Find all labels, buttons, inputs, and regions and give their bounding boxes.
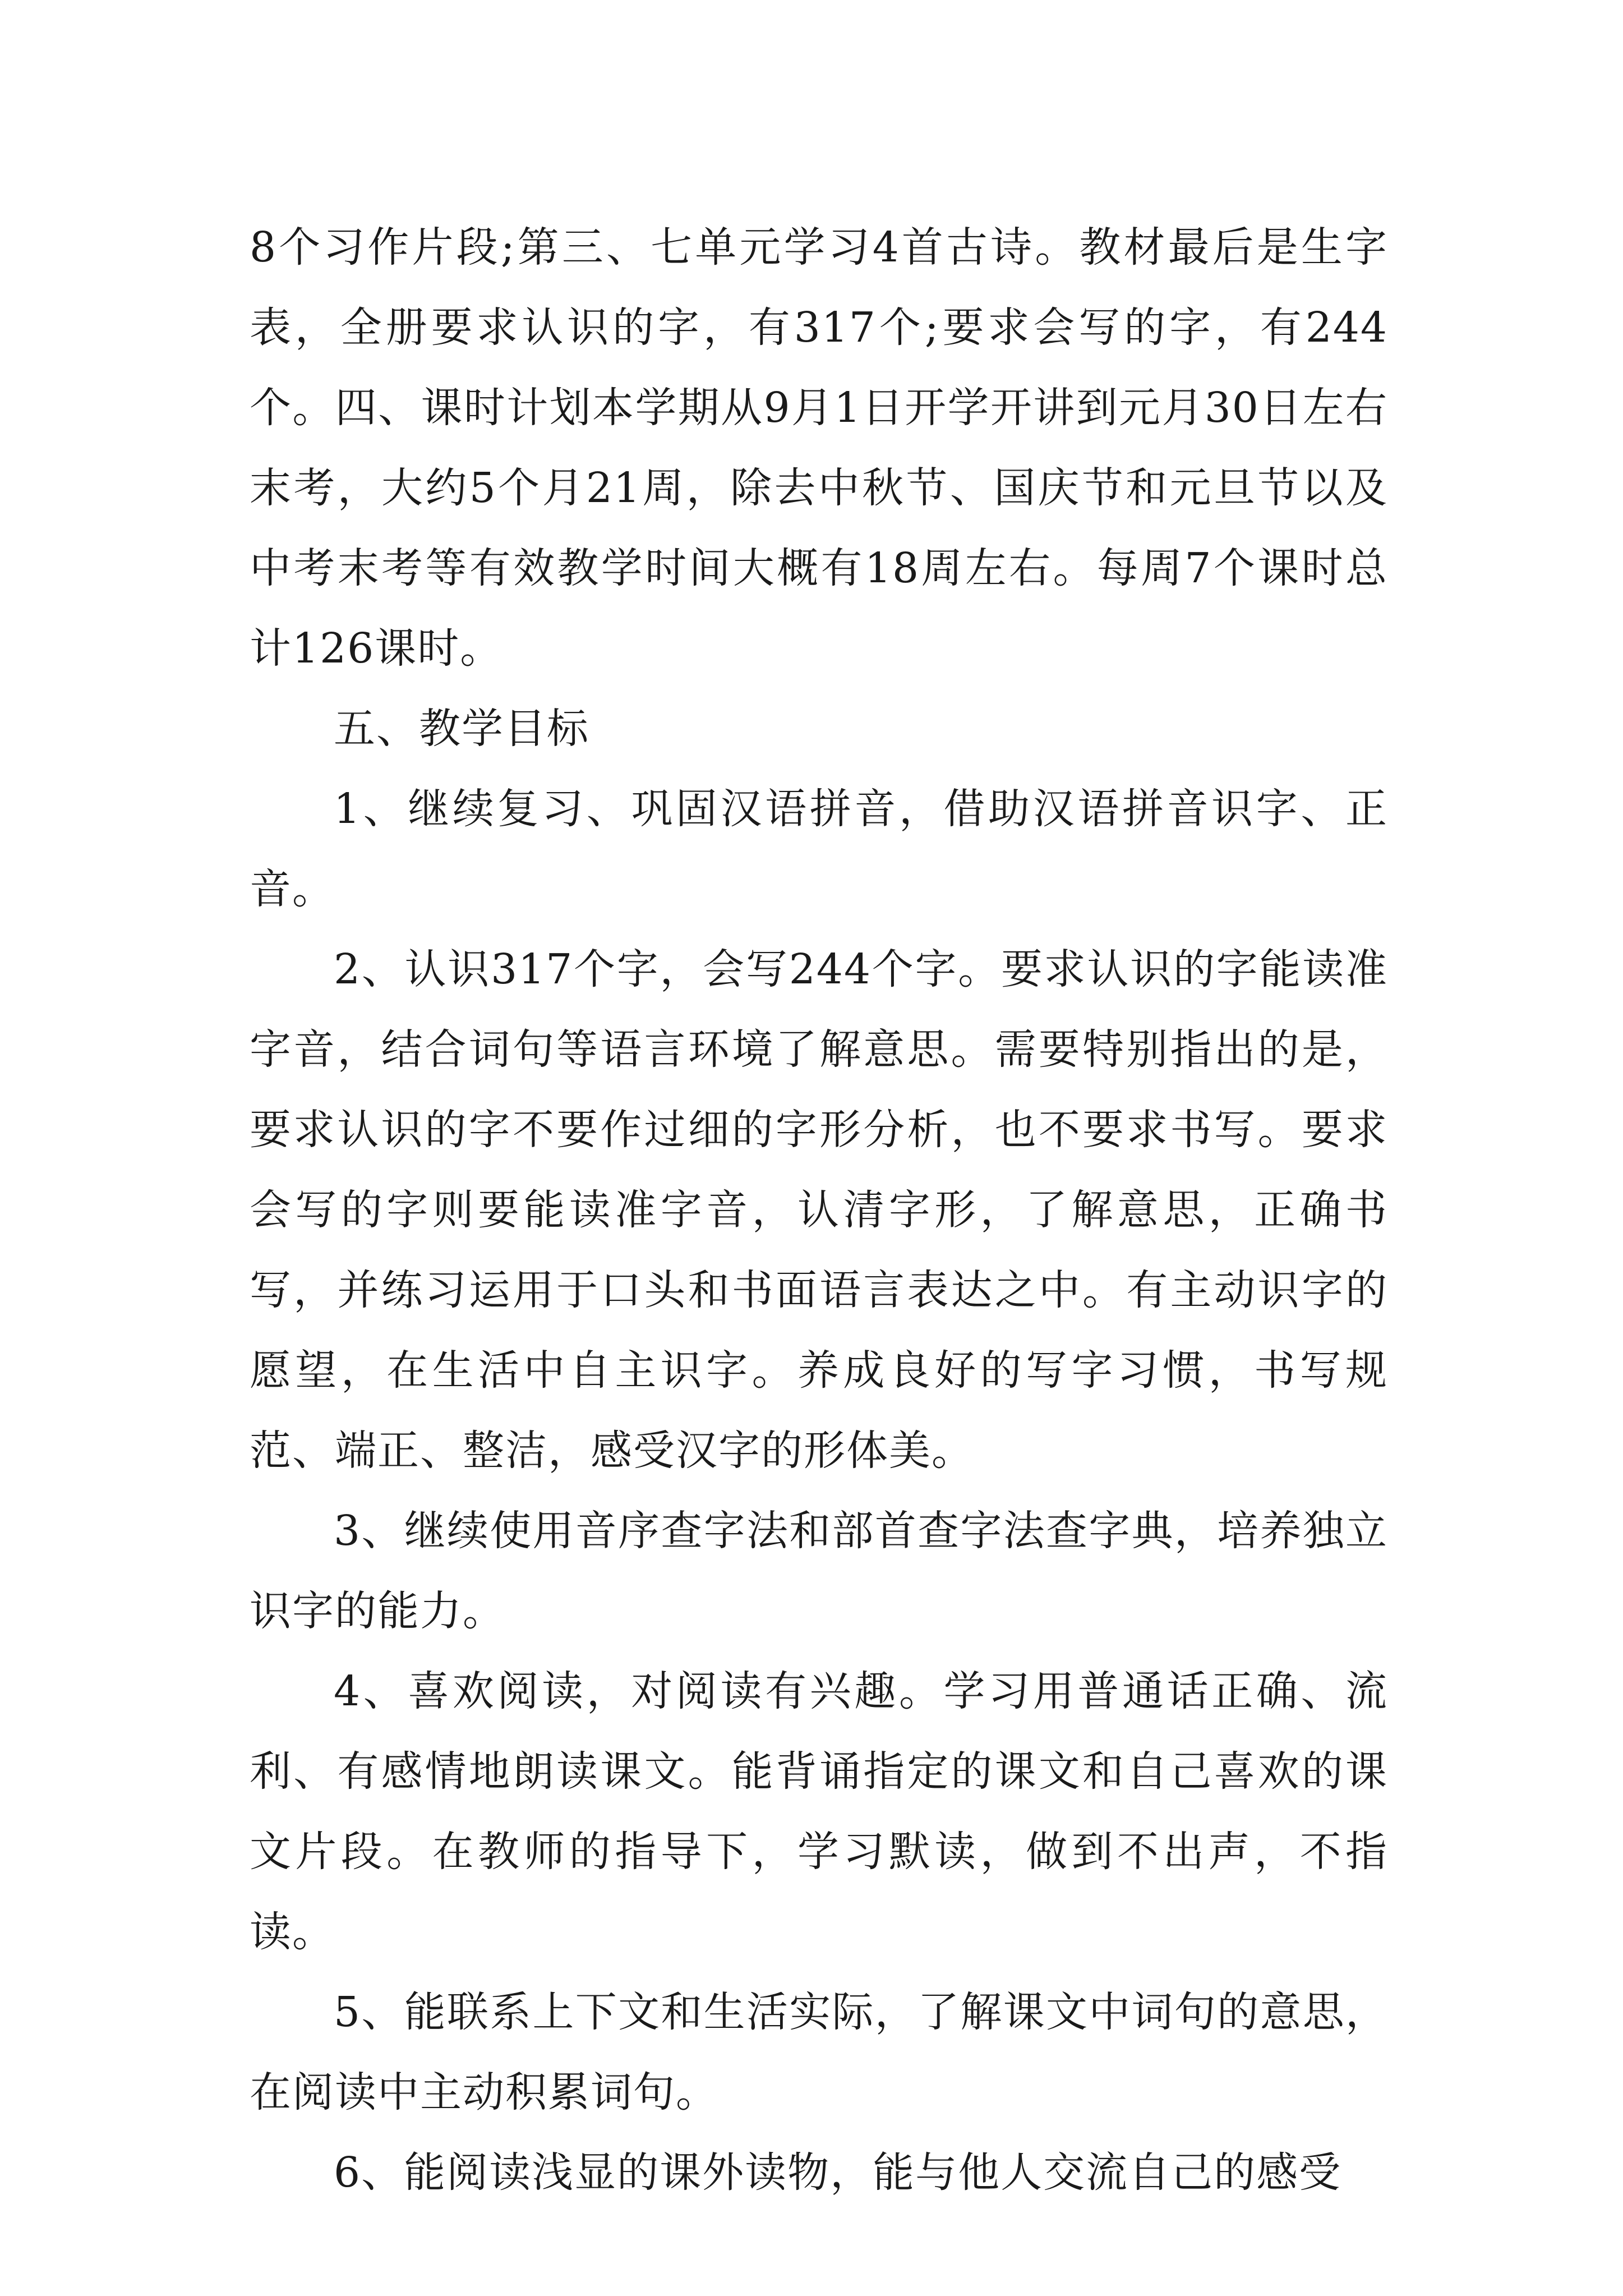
paragraph-goal-3: 3、继续使用音序查字法和部首查字法查字典，培养独立识字的能力。 — [250, 1507, 1388, 1635]
paragraph-goal-1: 1、继续复习、巩固汉语拼音，借助汉语拼音识字、正音。 — [250, 785, 1388, 913]
paragraph-goal-4: 4、喜欢阅读，对阅读有兴趣。学习用普通话正确、流利、有感情地朗读课文。能背诵指定的课文和自己喜欢的课文片段。在教师的指导下，学习默读，做到不出声，不指读。 — [250, 1667, 1388, 1956]
paragraph-goal-6: 6、能阅读浅显的课外读物，能与他人交流自己的感受 — [334, 2148, 1342, 2197]
paragraph-goal-2: 2、认识317个字，会写244个字。要求认识的字能读准字音，结合词句等语言环境了解意思。需要特别指出的是，要求认识的字不要作过细的字形分析，也不要求书写。要求会写的字则要能读准字音，认清字形，了解意思，正确书写，并练习运用于口头和书面语言表达之中。有主动识字的愿望，在生活中自主识字。养成良好的写字习惯，书写规范、端正、整洁，感受汉字的形体美。 — [250, 945, 1388, 1475]
section-heading-teaching-goals: 五、教学目标 — [334, 705, 589, 753]
paragraph-intro: 8个习作片段;第三、七单元学习4首古诗。教材最后是生字表，全册要求认识的字，有317个;要求会写的字，有244个。四、课时计划本学期从9月1日开学开讲到元月30日左右末考，大约5个月21周，除去中秋节、国庆节和元旦节以及中考末考等有效教学时间大概有18周左右。每周7个课时总计126课时。 — [250, 223, 1388, 673]
document-page — [250, 208, 1388, 2213]
paragraph-goal-5: 5、能联系上下文和生活实际，了解课文中词句的意思，在阅读中主动积累词句。 — [250, 1988, 1388, 2116]
